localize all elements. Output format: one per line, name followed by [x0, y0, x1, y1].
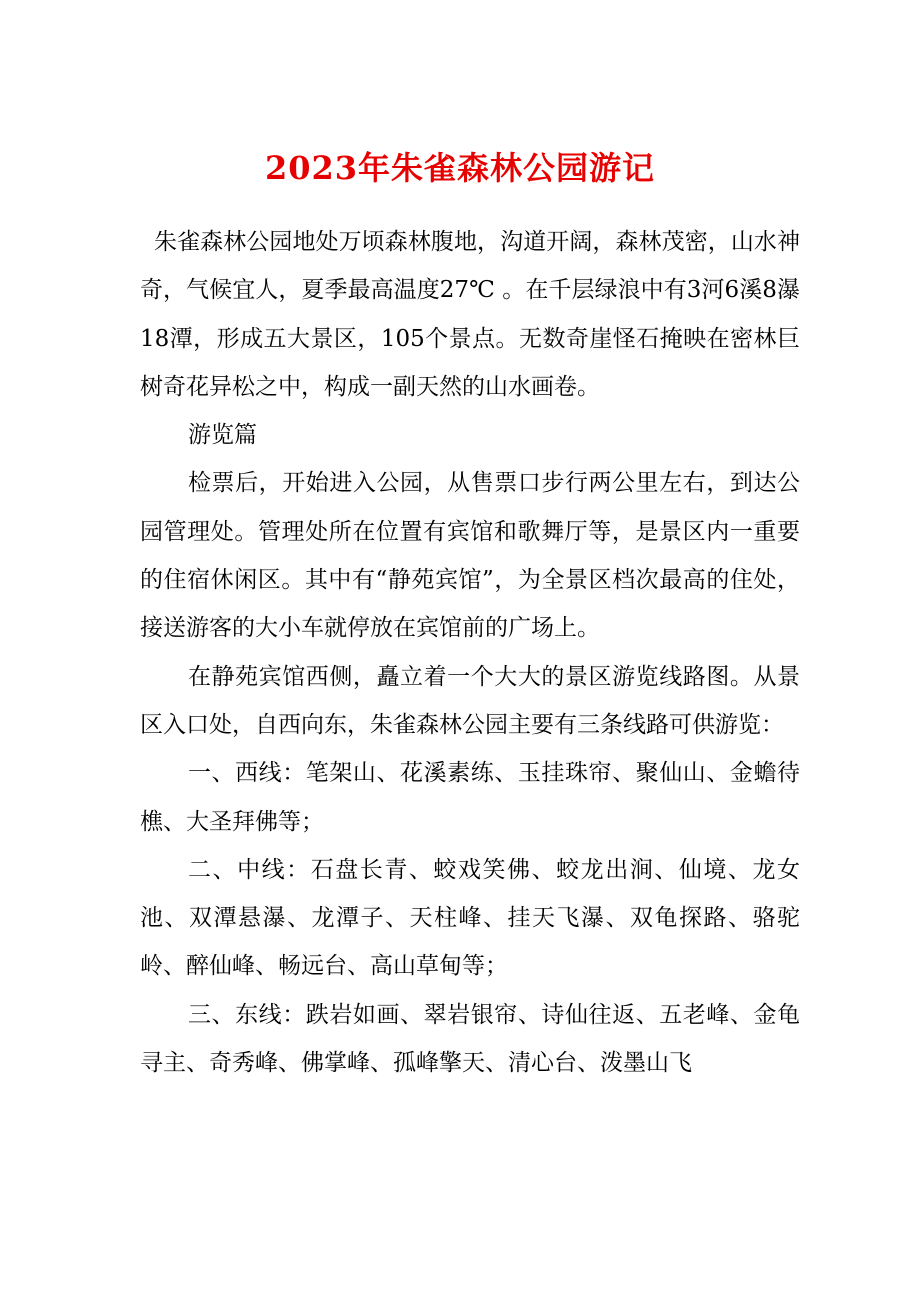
document-body — [140, 218, 800, 1087]
section-heading-tour: 游览篇 — [188, 422, 257, 449]
paragraph-central-route: 二、中线：石盘长青、蛟戏笑佛、蛟龙出涧、仙境、龙女池、双潭悬瀑、龙潭子、天柱峰、挂天飞瀑、双龟探路、骆驼岭、醉仙峰、畅远台、高山草甸等； — [140, 856, 800, 980]
paragraph-entrance: 检票后，开始进入公园，从售票口步行两公里左右，到达公园管理处。管理处所在位置有宾馆和歌舞厅等，是景区内一重要的住宿休闲区。其中有“静苑宾馆”，为全景区档次最高的住处，接送游客的大小车就停放在宾馆前的广场上。 — [140, 470, 800, 642]
paragraph-west-route: 一、西线：笔架山、花溪素练、玉挂珠帘、聚仙山、金蟾待樵、大圣拜佛等； — [140, 760, 800, 835]
paragraph-intro: 朱雀森林公园地处万顷森林腹地，沟道开阔，森林茂密，山水神奇，气候宜人，夏季最高温度27℃ 。在千层绿浪中有3河6溪8瀑18潭，形成五大景区，105个景点。无数奇崖怪石掩映在密林巨树奇花异松之中，构成一副天然的山水画卷。 — [140, 229, 800, 400]
paragraph-route-map: 在静苑宾馆西侧，矗立着一个大大的景区游览线路图。从景区入口处，自西向东，朱雀森林公园主要有三条线路可供游览： — [140, 663, 800, 738]
paragraph-east-route: 三、东线：跌岩如画、翠岩银帘、诗仙往返、五老峰、金龟寻主、奇秀峰、佛掌峰、孤峰擎天、清心台、泼墨山飞 — [140, 1001, 800, 1077]
document-title: 2023年朱雀森林公园游记 — [264, 149, 656, 187]
